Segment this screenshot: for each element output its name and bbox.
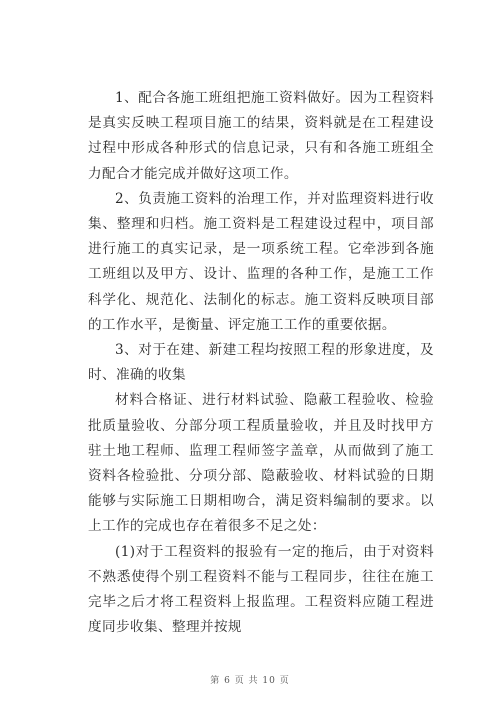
page-number-footer: 第 6 页 共 10 页 <box>210 676 290 686</box>
document-body <box>88 86 434 640</box>
paragraph-3: 3、对于在建、新建工程均按照工程的形象进度，及时、准确的收集 <box>88 342 434 384</box>
paragraph-1: 1、配合各施工班组把施工资料做好。因为工程资料是真实反映工程项目施工的结果，资料就是在工程建设过程中形成各种形式的信息记录，只有和各施工班组全力配合才能完成并做好这项工作。 <box>88 90 434 182</box>
paragraph-2: 2、负责施工资料的治理工作，并对监理资料进行收集、整理和归档。施工资料是工程建设过程中，项目部进行施工的真实记录，是一项系统工程。它牵涉到各施工班组以及甲方、设计、监理的各种工作，是施工工作科学化、规范化、法制化的标志。施工资料反映项目部的工作水平，是衡量、评定施工工作的重要依据。 <box>88 190 434 333</box>
paragraph-4: 材料合格证、进行材料试验、隐蔽工程验收、检验批质量验收、分部分项工程质量验收，并且及时找甲方驻土地工程师、监理工程师签字盖章，从而做到了施工资料各检验批、分项分部、隐蔽验收、材料试验的日期能够与实际施工日期相吻合，满足资料编制的要求。以上工作的完成也存在着很多不足之处： <box>88 392 434 535</box>
paragraph-5: (1)对于工程资料的报验有一定的拖后，由于对资料不熟悉使得个别工程资料不能与工程同步，往往在施工完毕之后才将工程资料上报监理。工程资料应随工程进度同步收集、整理并按规 <box>88 543 434 636</box>
